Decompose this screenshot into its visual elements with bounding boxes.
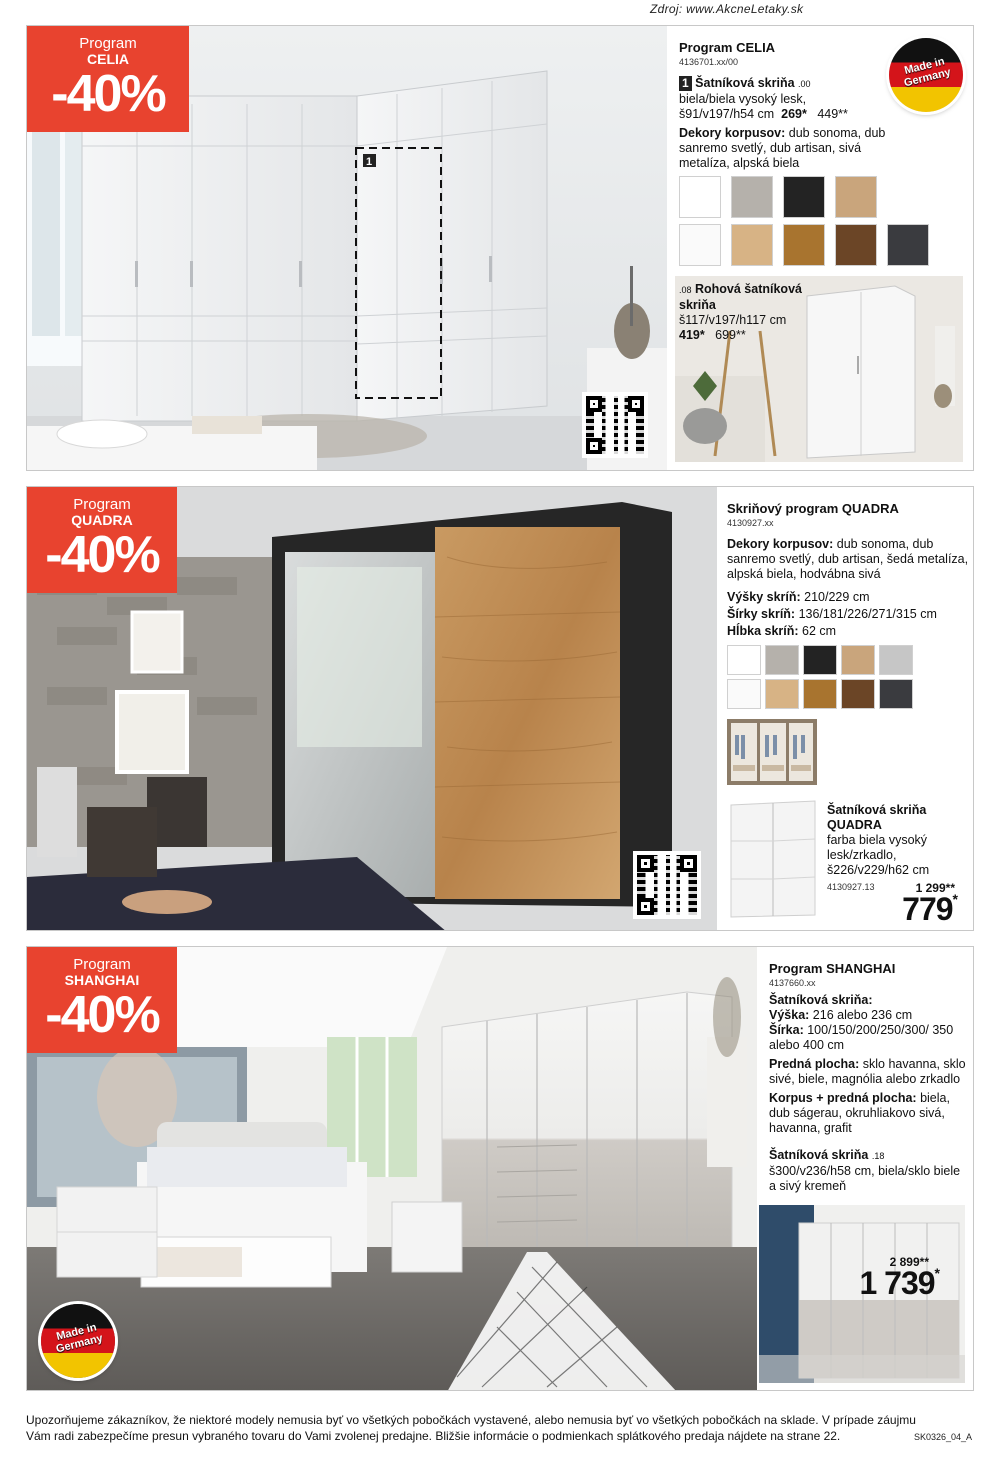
celia-item-block xyxy=(679,76,901,171)
celia-item-price-new: 269* xyxy=(781,107,807,121)
shanghai-height: 216 alebo 236 cm xyxy=(812,1008,913,1022)
made-in-germany-seal xyxy=(889,38,963,112)
swatch[interactable] xyxy=(783,176,825,218)
shanghai-item-desc: š300/v236/h58 cm, biela/sklo biele a sivý kremeň xyxy=(769,1164,961,1193)
source-credit: Zdroj: www.AkcneLetaky.sk xyxy=(650,2,804,16)
quadra-info-column xyxy=(717,487,974,930)
celia-item-desc: biela/biela vysoký lesk, xyxy=(679,92,807,106)
swatch[interactable] xyxy=(765,645,799,675)
footnote: Upozorňujeme zákazníkov, že niektoré modely nemusia byť vo všetkých pobočkách vystavené, alebo nemusia byť vo všetkých pobočkách na sklade. V prípade záujmu Vám radi zabezpečíme presun vybraného tovaru do Vami zvolenej predajne. Bližšie informácie o podmienkach splátkového predaja nájdete na strane 22. xyxy=(26,1413,916,1443)
celia-item-dims: š91/v197/h54 cm xyxy=(679,107,775,121)
shanghai-body-label: Korpus + predná plocha: xyxy=(769,1091,917,1105)
shanghai-price-old: 2 899** xyxy=(889,1255,929,1269)
shanghai-wardrobe-label: Šatníková skriňa: xyxy=(769,993,873,1007)
quadra-product-title: Šatníková skriňa QUADRA xyxy=(827,803,927,832)
shanghai-item-suffix: .18 xyxy=(871,1151,885,1161)
quadra-interior-image xyxy=(727,719,817,785)
swatch[interactable] xyxy=(803,679,837,709)
swatch[interactable] xyxy=(783,224,825,266)
celia-decor-label: Dekory korpusov: xyxy=(679,126,786,140)
celia-discount-badge xyxy=(27,26,189,132)
quadra-depth-label: Hĺbka skríň: xyxy=(727,624,799,638)
celia-corner-box xyxy=(675,276,963,462)
made-in-germany-seal xyxy=(41,1304,115,1378)
swatch[interactable] xyxy=(679,224,721,266)
badge-discount: -40% xyxy=(45,526,159,584)
swatch[interactable] xyxy=(879,645,913,675)
quadra-depth: 62 cm xyxy=(802,624,837,638)
page-code: SK0326_04_A xyxy=(913,1432,972,1442)
swatch[interactable] xyxy=(887,224,929,266)
swatch[interactable] xyxy=(731,224,773,266)
badge-program-name: SHANGHAI xyxy=(64,972,140,988)
seal-text: Made in Germany xyxy=(54,1321,105,1356)
celia-item-number: 1 xyxy=(679,76,692,91)
swatch[interactable] xyxy=(841,679,875,709)
swatch[interactable] xyxy=(841,645,875,675)
corner-price-old: 699** xyxy=(715,328,746,342)
quadra-decor-label: Dekory korpusov: xyxy=(727,537,834,551)
celia-item-suffix: .00 xyxy=(798,79,811,89)
quadra-panel xyxy=(26,486,974,931)
swatch[interactable] xyxy=(765,679,799,709)
swatch[interactable] xyxy=(731,176,773,218)
quadra-product-dims: š226/v229/h62 cm xyxy=(827,863,930,877)
swatch[interactable] xyxy=(727,679,761,709)
quadra-price-new-value: 779 xyxy=(902,891,953,927)
shanghai-front: sklo havanna, sklo sivé, biele, magnólia alebo zrkadlo xyxy=(769,1057,966,1086)
shanghai-info-column xyxy=(757,947,974,1390)
celia-item-price-old: 449** xyxy=(817,107,848,121)
celia-code: 4136701.xx/00 xyxy=(679,57,739,67)
corner-price-new: 419* xyxy=(679,328,705,342)
shanghai-height-label: Výška: xyxy=(769,1008,810,1022)
quadra-price-old: 1 299** xyxy=(915,881,955,895)
badge-program-label: Program xyxy=(79,35,137,52)
badge-discount: -40% xyxy=(51,65,165,123)
shanghai-panel xyxy=(26,946,974,1391)
quadra-spec-block xyxy=(727,537,969,639)
shanghai-price-new-mark: * xyxy=(934,1265,939,1281)
seal-text: Made in Germany xyxy=(902,55,953,90)
quadra-product-image xyxy=(727,799,819,919)
shanghai-discount-badge xyxy=(27,947,177,1053)
quadra-title: Skriňový program QUADRA xyxy=(727,501,899,516)
corner-title: Rohová šatníková skriňa xyxy=(679,282,802,312)
badge-program-label: Program xyxy=(73,496,131,513)
svg-text:1: 1 xyxy=(366,156,373,168)
swatch[interactable] xyxy=(679,176,721,218)
celia-info-column xyxy=(667,26,974,470)
swatch[interactable] xyxy=(835,176,877,218)
celia-item-title: Šatníková skriňa xyxy=(695,76,795,90)
swatch[interactable] xyxy=(879,679,913,709)
badge-program-label: Program xyxy=(73,956,131,973)
corner-dims: š117/v197/h117 cm xyxy=(679,313,787,327)
quadra-heights-label: Výšky skríň: xyxy=(727,590,801,604)
shanghai-code: 4137660.xx xyxy=(769,978,816,988)
shanghai-item-title: Šatníková skriňa xyxy=(769,1148,869,1162)
celia-title: Program CELIA xyxy=(679,40,776,55)
quadra-code: 4130927.xx xyxy=(727,518,774,528)
quadra-price-new-mark: * xyxy=(952,891,957,907)
quadra-discount-badge xyxy=(27,487,177,593)
shanghai-title: Program SHANGHAI xyxy=(769,961,896,976)
swatch[interactable] xyxy=(803,645,837,675)
celia-qr-code[interactable] xyxy=(582,392,648,458)
quadra-product-code: 4130927.13 xyxy=(827,882,875,892)
shanghai-product-box xyxy=(759,1205,965,1383)
shanghai-price-new xyxy=(799,1265,939,1302)
shanghai-spec-block xyxy=(769,993,969,1194)
swatch[interactable] xyxy=(835,224,877,266)
quadra-decor-text: dub sonoma, dub sanremo svetlý, dub artisan, šedá metalíza, alpská biela, hodvábna sivá xyxy=(727,537,969,581)
badge-program-name: CELIA xyxy=(87,51,129,67)
badge-discount: -40% xyxy=(45,986,159,1044)
celia-decor-text: dub sonoma, dub sanremo svetlý, dub artisan, sivá metalíza, alpská biela xyxy=(679,126,886,170)
badge-program-name: QUADRA xyxy=(71,512,133,528)
quadra-qr-code[interactable] xyxy=(633,851,701,919)
celia-panel xyxy=(26,25,974,471)
quadra-widths-label: Šírky skríň: xyxy=(727,607,796,621)
shanghai-body: biela, dub ságerau, okruhliakovo sivá, havanna, grafit xyxy=(769,1091,950,1135)
shanghai-price-new-value: 1 739 xyxy=(859,1265,935,1301)
corner-prefix: .08 xyxy=(679,285,692,295)
swatch[interactable] xyxy=(727,645,761,675)
shanghai-width: 100/150/200/250/300/ 350 alebo 400 cm xyxy=(769,1023,954,1052)
quadra-widths: 136/181/226/271/315 cm xyxy=(798,607,937,621)
shanghai-front-label: Predná plocha: xyxy=(769,1057,860,1071)
quadra-price-new xyxy=(817,891,957,928)
quadra-heights: 210/229 cm xyxy=(804,590,870,604)
shanghai-width-label: Šírka: xyxy=(769,1023,804,1037)
quadra-product-desc: farba biela vysoký lesk/zrkadlo, xyxy=(827,833,928,862)
